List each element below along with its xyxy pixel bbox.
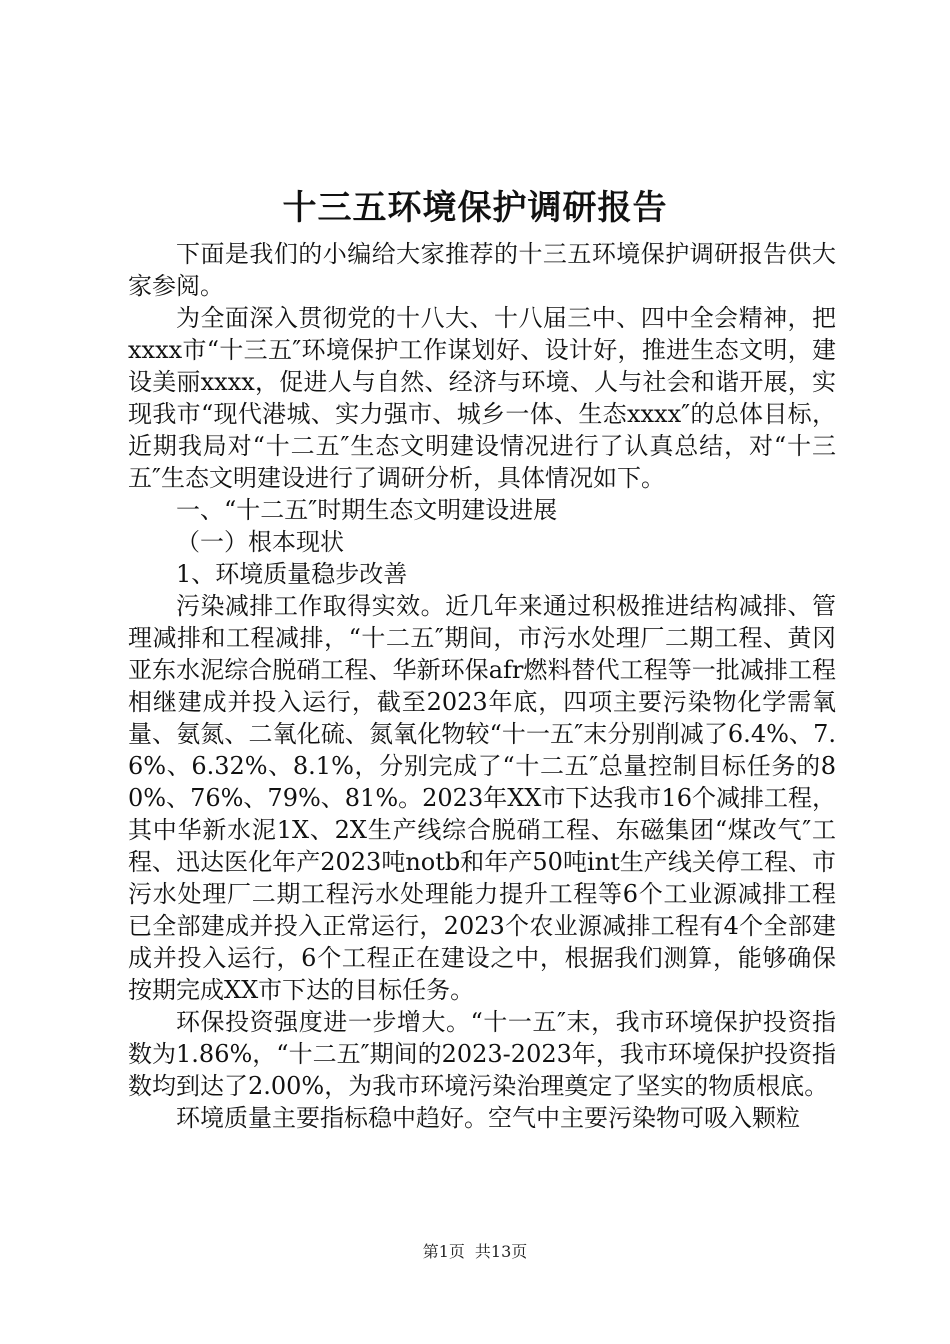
item-heading: 1、环境质量稳步改善 xyxy=(176,560,408,588)
subsection-heading: （一）根本现状 xyxy=(176,528,344,556)
background-paragraph: 为全面深入贯彻党的十八大、十八届三中、四中全会精神，把xxxx市“十三五″环境保护工作谋划好、设计好，推进生态文明，建设美丽xxxx，促进人与自然、经济与环境、人与社会和谐开展，实现我市“现代港城、实力强市、城乡一体、生态xxxx″的总体目标，近期我局对“十二五″生态文明建设情况进行了认真总结，对“十三五″生态文明建设进行了调研分析，具体情况如下。 xyxy=(128,304,836,492)
page-title: 十三五环境保护调研报告 xyxy=(282,188,668,228)
page-footer xyxy=(0,1240,950,1264)
emission-reduction-paragraph: 污染减排工作取得实效。近几年来通过积极推进结构减排、管理减排和工程减排，“十二五″期间，市污水处理厂二期工程、黄冈亚东水泥综合脱硝工程、华新环保afr燃料替代工程等一批减排工程相继建成并投入运行，截至2023年底，四项主要污染物化学需氧量、氨氮、二氧化硫、氮氧化物较“十一五″末分别削减了6.4%、7.6%、6.32%、8.1%，分别完成了“十二五″总量控制目标任务的80%、76%、79%、81%。2023年XX市下达我市16个减排工程，其中华新水泥1X、2X生产线综合脱硝工程、东磁集团“煤改气″工程、迅达医化年产2023吨notb和年产50吨int生产线关停工程、市污水处理厂二期工程污水处理能力提升工程等6个工业源减排工程已全部建成并投入正常运行，2023个农业源减排工程有4个全部建成并投入运行，6个工程正在建设之中，根据我们测算，能够确保按期完成XX市下达的目标任务。 xyxy=(128,592,836,1004)
page-number: 第1页 xyxy=(422,1242,465,1261)
section-heading: 一、“十二五″时期生态文明建设进展 xyxy=(176,496,558,524)
environment-quality-paragraph: 环境质量主要指标稳中趋好。空气中主要污染物可吸入颗粒 xyxy=(176,1104,800,1132)
page-total: 共13页 xyxy=(474,1242,528,1261)
document-body xyxy=(128,238,836,1134)
intro-paragraph: 下面是我们的小编给大家推荐的十三五环境保护调研报告供大家参阅。 xyxy=(128,240,836,300)
investment-paragraph: 环保投资强度进一步增大。“十一五″末，我市环境保护投资指数为1.86%，“十二五″期间的2023-2023年，我市环境保护投资指数均到达了2.00%，为我市环境污染治理奠定了坚实的物质根底。 xyxy=(128,1008,836,1100)
